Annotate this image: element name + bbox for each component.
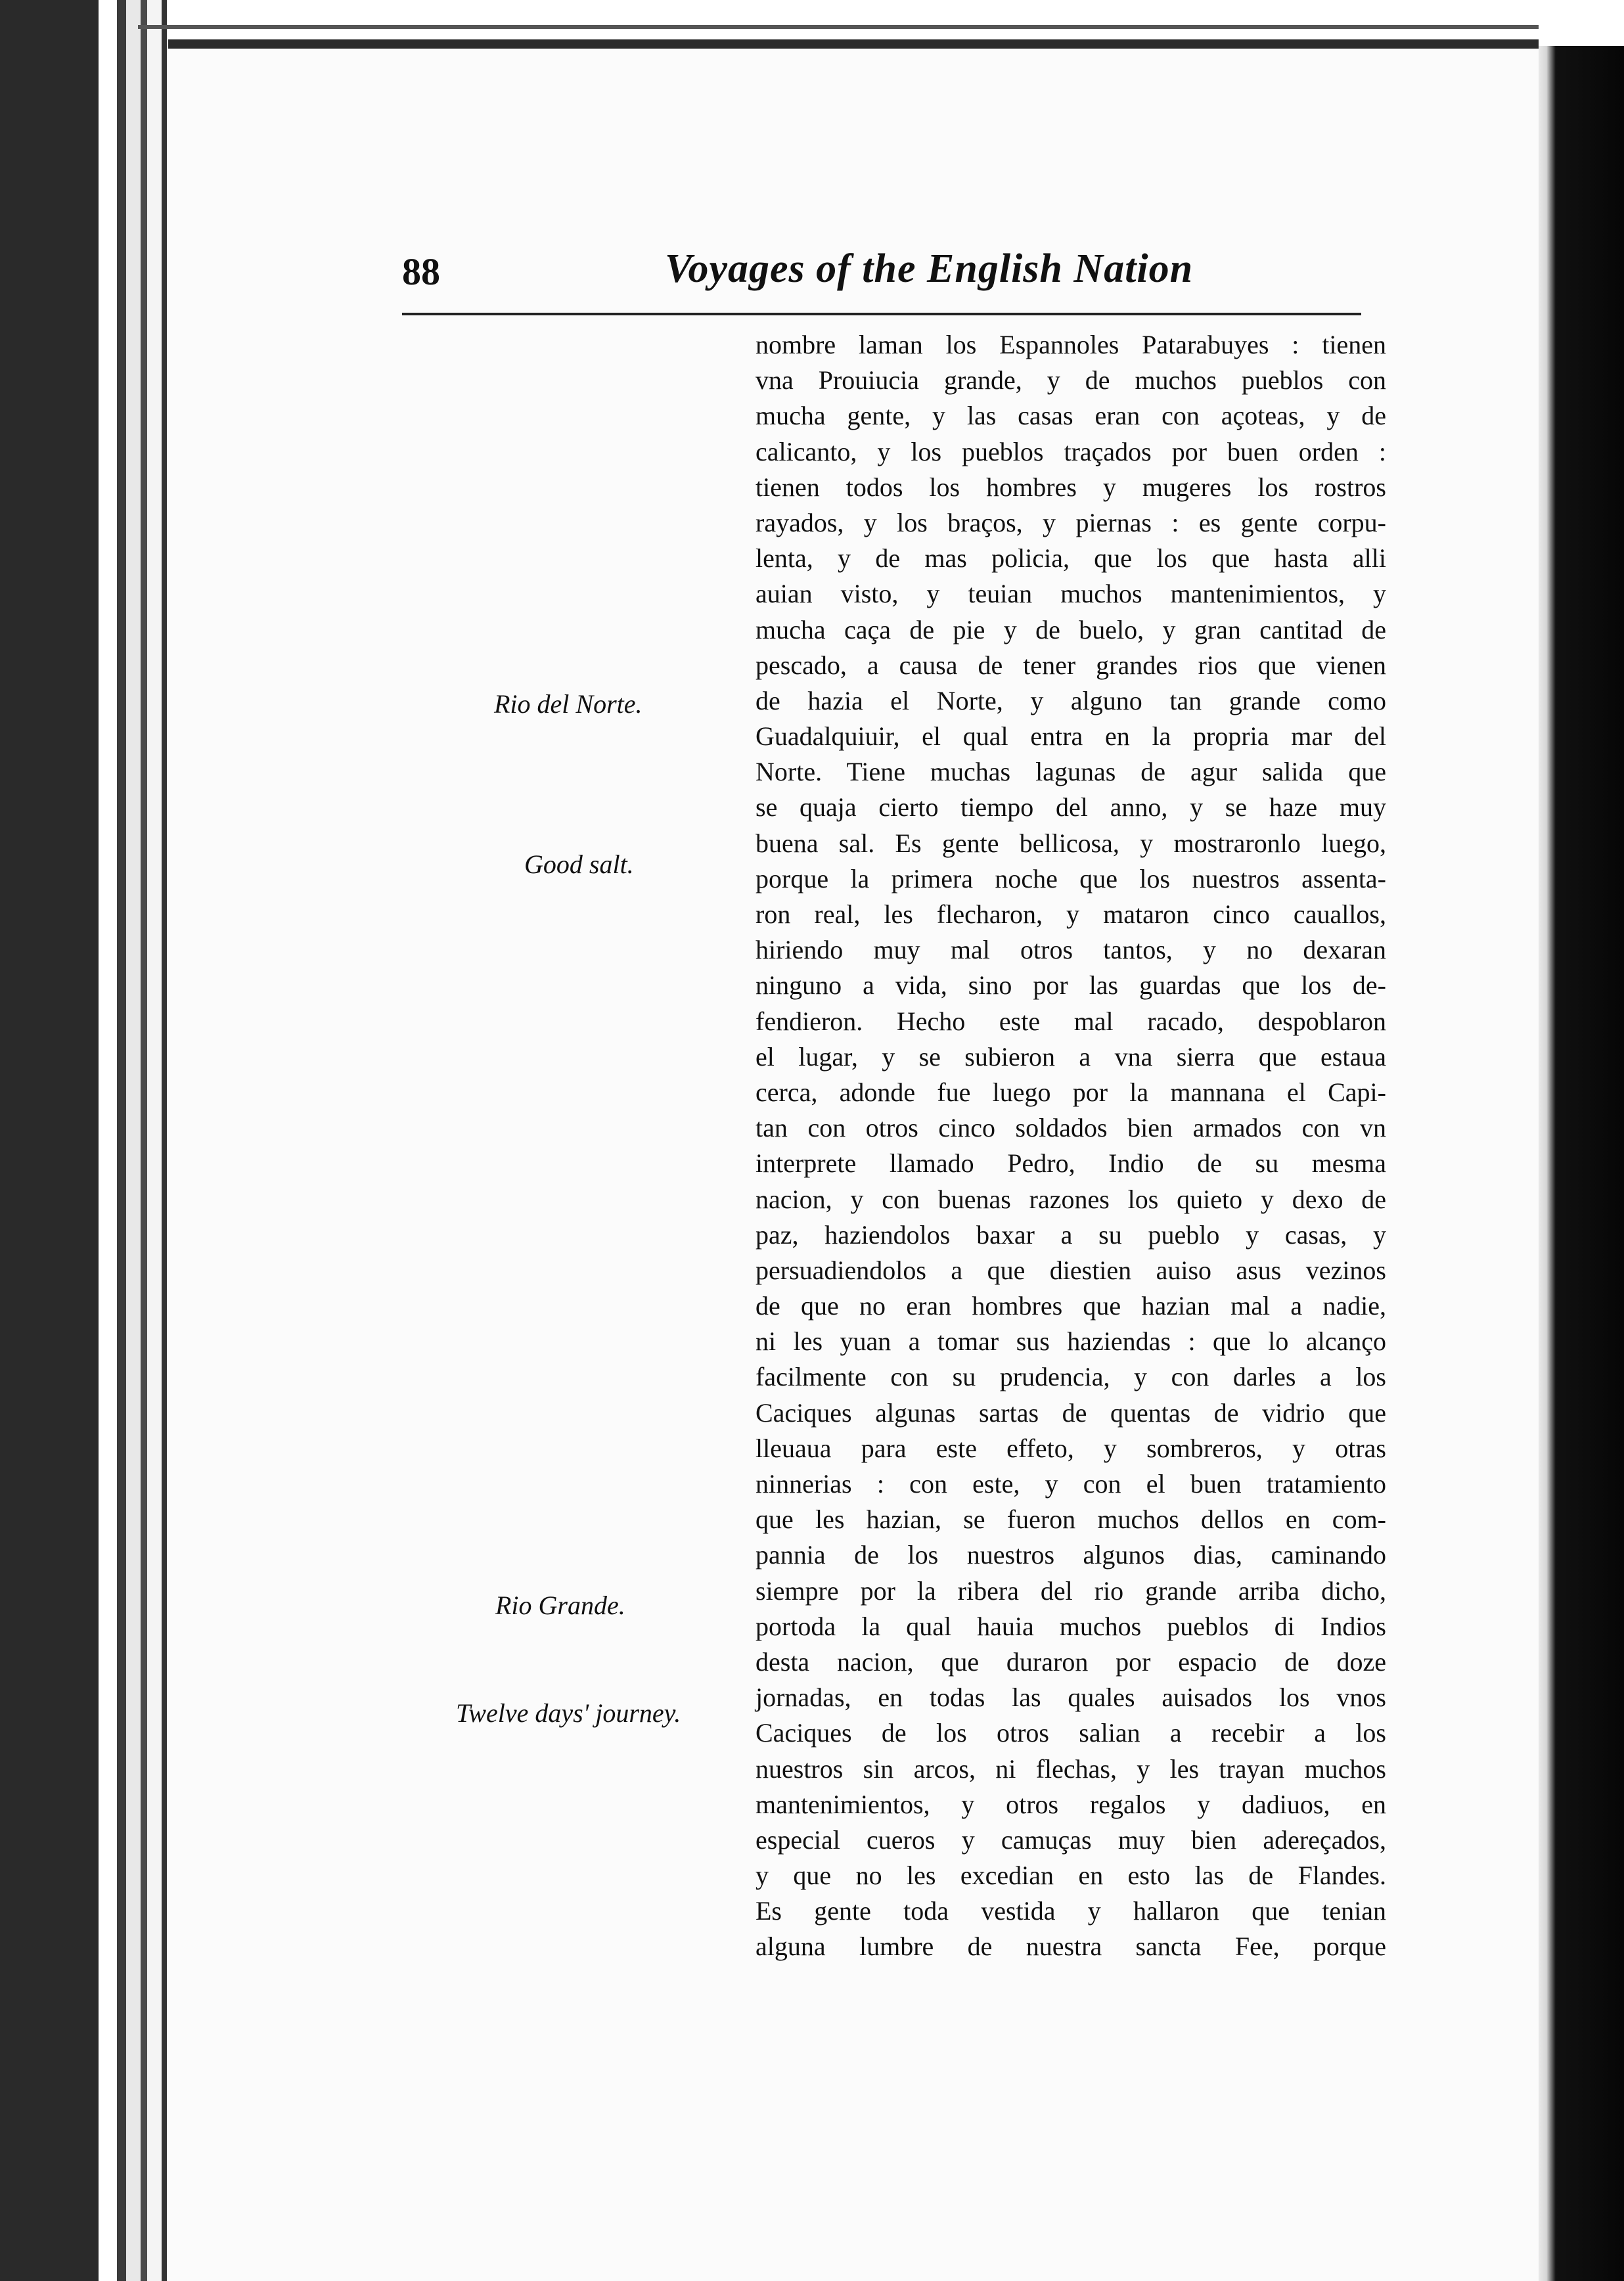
text-line: Norte. Tiene muchas lagunas de agur salida que — [756, 757, 1386, 787]
text-line: rayados, y los braços, y piernas : es gente corpu- — [756, 507, 1386, 537]
text-line: ni les yuan a tomar sus haziendas : que lo alcanço — [756, 1326, 1386, 1357]
text-line: Es gente toda vestida y hallaron que tenian — [756, 1896, 1386, 1926]
book-edge-gap — [147, 0, 162, 2281]
text-line: ninnerias : con este, y con el buen tratamiento — [756, 1469, 1386, 1499]
text-line: de que no eran hombres que hazian mal a nadie, — [756, 1291, 1386, 1321]
text-line: especial cueros y camuças muy bien adereçados, — [756, 1824, 1386, 1855]
margin-note: Rio del Norte. — [494, 689, 643, 719]
text-line: portoda la qual hauia muchos pueblos di Indios — [756, 1611, 1386, 1641]
text-line: pannia de los nuestros algunos dias, caminando — [756, 1540, 1386, 1570]
text-line: ron real, les flecharon, y mataron cinco cauallos, — [756, 899, 1386, 929]
book-edge-dark — [0, 0, 99, 2281]
text-line: que les hazian, se fueron muchos dellos en com- — [756, 1504, 1386, 1535]
margin-note: Twelve days' journey. — [456, 1698, 681, 1728]
book-edge-gap — [99, 0, 117, 2281]
text-line: calicanto, y los pueblos traçados por buen orden : — [756, 436, 1386, 466]
text-line: persuadiendolos a que diestien auiso asus vezinos — [756, 1255, 1386, 1285]
body-text — [756, 327, 1386, 1965]
text-line: nombre laman los Espannoles Patarabuyes : tienen — [756, 330, 1386, 359]
text-line: Guadalquiuir, el qual entra en la propria mar del — [756, 721, 1386, 752]
page-header — [402, 237, 1368, 309]
text-line: desta nacion, que duraron por espacio de doze — [756, 1646, 1386, 1677]
text-line: lleuaua para este effeto, y sombreros, y otras — [756, 1433, 1386, 1463]
book-edge-gap — [126, 0, 141, 2281]
header-rule — [402, 313, 1361, 315]
text-line: lenta, y de mas policia, que los que hasta alli — [756, 543, 1386, 574]
running-head: Voyages of the English Nation — [665, 246, 1194, 291]
text-line: Caciques algunas sartas de quentas de vidrio que — [756, 1397, 1386, 1428]
text-line: vna Prouiucia grande, y de muchos pueblos con — [756, 365, 1386, 395]
text-line: nacion, y con buenas razones los quieto y dexo de — [756, 1184, 1386, 1214]
book-edge-line — [141, 0, 147, 2281]
text-line: buena sal. Es gente bellicosa, y mostraronlo luego, — [756, 828, 1386, 858]
text-line: y que no les excedian en esto las de Flandes. — [756, 1861, 1386, 1891]
text-line: jornadas, en todas las quales auisados los vnos — [756, 1683, 1386, 1713]
text-line: se quaja cierto tiempo del anno, y se haze muy — [756, 792, 1386, 823]
text-line: paz, haziendolos baxar a su pueblo y casas, y — [756, 1219, 1386, 1250]
text-line: mantenimientos, y otros regalos y dadiuos, en — [756, 1789, 1386, 1819]
text-line: mucha caça de pie y de buelo, y gran cantitad de — [756, 614, 1386, 644]
text-line: tan con otros cinco soldados bien armados con vn — [756, 1113, 1386, 1143]
text-line: cerca, adonde fue luego por la mannana el Capi- — [756, 1077, 1386, 1107]
text-line: mucha gente, y las casas eran con açoteas, y de — [756, 401, 1386, 431]
text-line: auian visto, y teuian muchos mantenimientos, y — [756, 579, 1386, 609]
text-line: de hazia el Norte, y alguno tan grande como — [756, 685, 1386, 715]
text-line: nuestros sin arcos, ni flechas, y les trayan muchos — [756, 1753, 1386, 1784]
text-line: Caciques de los otros salian a recebir a los — [756, 1718, 1386, 1748]
book-edge-line — [117, 0, 126, 2281]
text-line: hiriendo muy mal otros tantos, y no dexaran — [756, 935, 1386, 965]
text-line: porque la primera noche que los nuestros assenta- — [756, 863, 1386, 893]
margin-note: Rio Grande. — [495, 1591, 625, 1620]
text-line: alguna lumbre de nuestra sancta Fee, porque — [756, 1931, 1386, 1962]
text-line: facilmente con su prudencia, y con darles a los — [756, 1362, 1386, 1392]
right-shadow-top — [1539, 0, 1624, 46]
text-line: siempre por la ribera del rio grande arriba dicho, — [756, 1575, 1386, 1606]
right-shadow — [1539, 0, 1624, 2281]
book-edge-line — [162, 0, 167, 2281]
text-line: fendieron. Hecho este mal racado, despoblaron — [756, 1006, 1386, 1036]
text-line: ninguno a vida, sino por las guardas que los de- — [756, 970, 1386, 1001]
text-line: pescado, a causa de tener grandes rios que vienen — [756, 650, 1386, 680]
text-line: interprete llamado Pedro, Indio de su mesma — [756, 1148, 1386, 1179]
text-line: el lugar, y se subieron a vna sierra que estaua — [756, 1041, 1386, 1072]
text-line: tienen todos los hombres y mugeres los rostros — [756, 472, 1386, 502]
margin-note: Good salt. — [524, 849, 634, 879]
page-number: 88 — [402, 250, 440, 293]
page-top-edge — [138, 25, 1544, 29]
